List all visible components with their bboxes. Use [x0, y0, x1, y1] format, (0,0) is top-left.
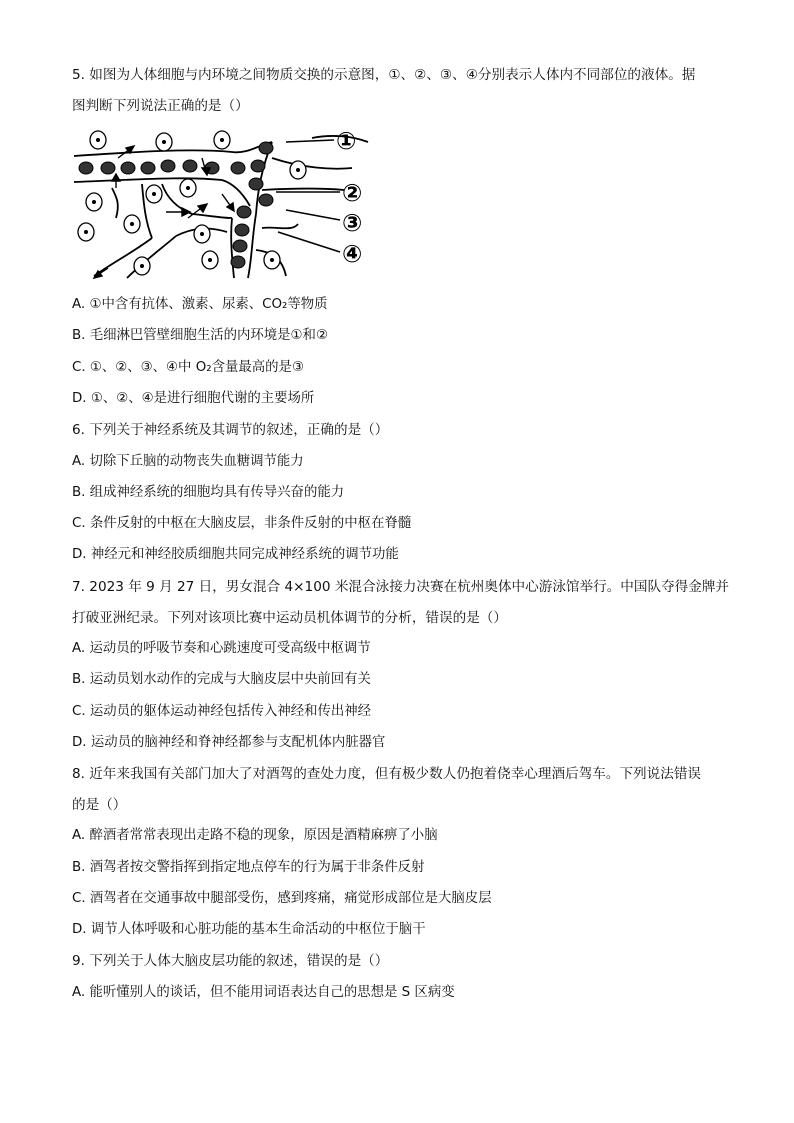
q6-option-d: D. 神经元和神经胶质细胞共同完成神经系统的调节功能	[72, 547, 399, 562]
q9-stem: 9. 下列关于人体大脑皮层功能的叙述，错误的是（）	[72, 953, 389, 969]
figure-label-4: ④	[342, 240, 363, 268]
q6-option-b: B. 组成神经系统的细胞均具有传导兴奋的能力	[72, 485, 345, 500]
q8-stem-line2: 的是（）	[72, 797, 127, 813]
figure-label-1: ①	[336, 128, 357, 155]
q8-option-c: C. 酒驾者在交通事故中腿部受伤，感到疼痛，痛觉形成部位是大脑皮层	[72, 891, 492, 906]
q5-stem-line1: 5. 如图为人体细胞与内环境之间物质交换的示意图，①、②、③、④分别表示人体内不同部位的液体。据	[72, 67, 696, 83]
q8-stem-line1: 8. 近年来我国有关部门加大了对酒驾的查处力度，但有极少数人仍抱着侥幸心理酒后驾车。下列说法错误	[72, 766, 702, 782]
q9-option-a: A. 能听懂别人的谈话，但不能用词语表达自己的思想是 S 区病变	[72, 985, 455, 1000]
q5-option-b: B. 毛细淋巴管壁细胞生活的内环境是①和②	[72, 328, 328, 343]
q7-option-a: A. 运动员的呼吸节奏和心跳速度可受高级中枢调节	[72, 641, 371, 656]
q8-option-a: A. 醉酒者常常表现出走路不稳的现象，原因是酒精麻痹了小脑	[72, 828, 438, 843]
q5-figure-diagram	[72, 128, 382, 280]
q5-option-d: D. ①、②、④是进行细胞代谢的主要场所	[72, 391, 315, 406]
q7-option-d: D. 运动员的脑神经和脊神经都参与支配机体内脏器官	[72, 735, 386, 750]
q7-stem-line1: 7. 2023 年 9 月 27 日，男女混合 4×100 米混合泳接力决赛在杭州奥体中心游泳馆举行。中国队夺得金牌并	[72, 579, 730, 595]
q5-stem-line2: 图判断下列说法正确的是（）	[72, 98, 249, 114]
q8-option-b: B. 酒驾者按交警指挥到指定地点停车的行为属于非条件反射	[72, 860, 425, 875]
q7-option-b: B. 运动员划水动作的完成与大脑皮层中央前回有关	[72, 672, 371, 687]
q7-stem-line2: 打破亚洲纪录。下列对该项比赛中运动员机体调节的分析，错误的是（）	[72, 610, 507, 626]
q5-option-c: C. ①、②、③、④中 O₂含量最高的是③	[72, 360, 304, 375]
figure-label-2: ②	[342, 179, 363, 207]
q7-option-c: C. 运动员的躯体运动神经包括传入神经和传出神经	[72, 704, 372, 719]
q6-option-c: C. 条件反射的中枢在大脑皮层，非条件反射的中枢在脊髓	[72, 516, 412, 531]
q6-stem: 6. 下列关于神经系统及其调节的叙述，正确的是（）	[72, 422, 389, 438]
q8-option-d: D. 调节人体呼吸和心脏功能的基本生命活动的中枢位于脑干	[72, 922, 426, 937]
q5-option-a: A. ①中含有抗体、激素、尿素、CO₂等物质	[72, 297, 328, 312]
q6-option-a: A. 切除下丘脑的动物丧失血糖调节能力	[72, 454, 304, 469]
leader-lines	[276, 140, 340, 252]
figure-label-3: ③	[342, 209, 363, 237]
